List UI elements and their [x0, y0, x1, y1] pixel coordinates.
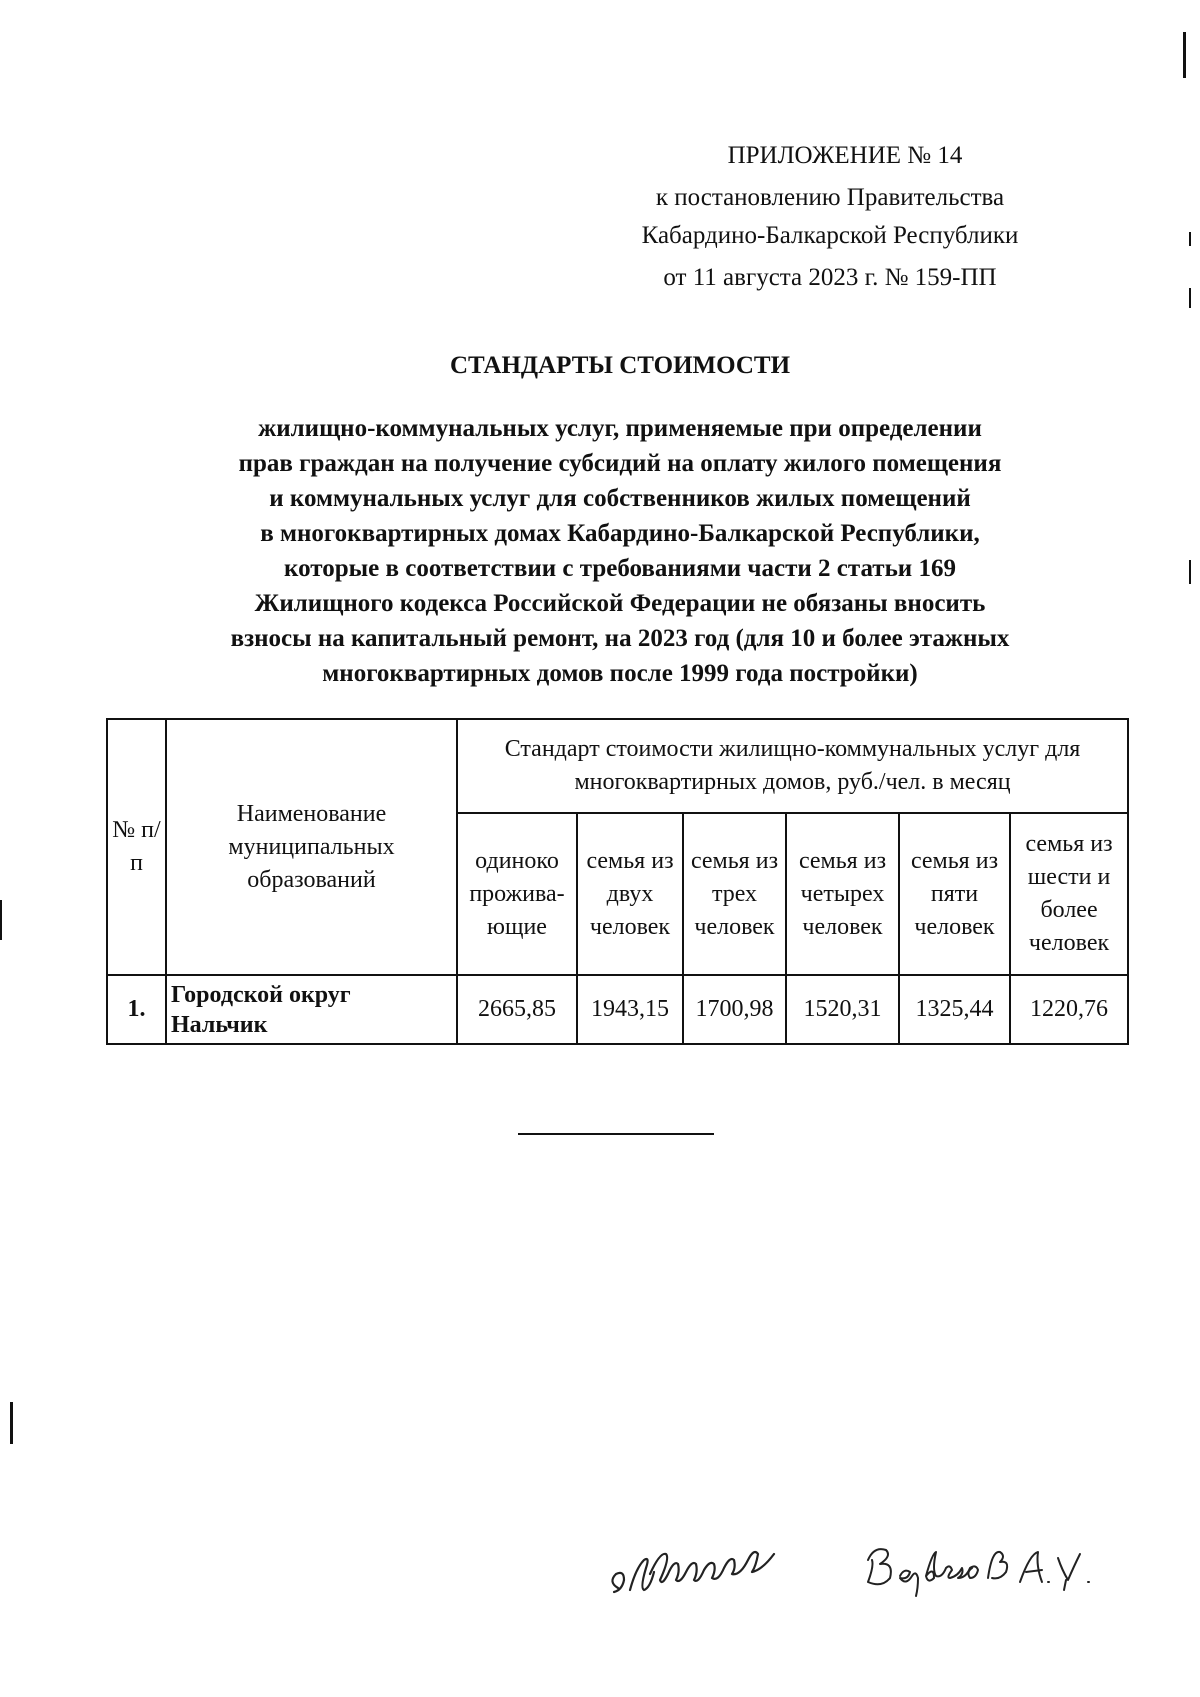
header-single: одиноко прожива-ющие [457, 813, 577, 975]
scan-mark [1189, 288, 1191, 308]
value-family-2: 1943,15 [577, 975, 683, 1044]
header-family-3: семья из трех человек [683, 813, 786, 975]
subtitle-line: Жилищного кодекса Российской Федерации не обязаны вносить [254, 590, 986, 617]
table-row [107, 975, 1128, 1044]
subtitle-line: и коммунальных услуг для собственников жилых помещений [269, 485, 971, 512]
subtitle-line: многоквартирных домов после 1999 года постройки) [322, 660, 918, 687]
header-family-2: семья из двух человек [577, 813, 683, 975]
row-number: 1. [107, 975, 166, 1044]
appendix-date: от 11 августа 2023 г. № 159-ПП [663, 264, 997, 291]
scan-mark [1183, 32, 1186, 78]
header-family-5: семья из пяти человек [899, 813, 1010, 975]
row-municipality: Городской округ Нальчик [166, 975, 457, 1044]
appendix-line-2: Кабардино-Балкарской Республики [641, 222, 1019, 249]
header-family-4: семья из четырех человек [786, 813, 899, 975]
header-family-6: семья из шести и более человек [1010, 813, 1128, 975]
separator-line [518, 1133, 714, 1135]
scan-mark [0, 900, 2, 940]
appendix-line-1: к постановлению Правительства [655, 184, 1005, 211]
document-subtitle [160, 411, 1080, 691]
subtitle-line: прав граждан на получение субсидий на оплату жилого помещения [238, 450, 1002, 477]
signature-2 [868, 1549, 1089, 1596]
subtitle-line: в многоквартирных домах Кабардино-Балкарской Республики, [260, 520, 980, 547]
value-single: 2665,85 [457, 975, 577, 1044]
value-family-3: 1700,98 [683, 975, 786, 1044]
value-family-4: 1520,31 [786, 975, 899, 1044]
subtitle-line: жилищно-коммунальных услуг, применяемые при определении [258, 415, 982, 442]
value-family-5: 1325,44 [899, 975, 1010, 1044]
subtitle-line: взносы на капитальный ремонт, на 2023 год (для 10 и более этажных [230, 625, 1010, 652]
appendix-number: ПРИЛОЖЕНИЕ № 14 [727, 142, 963, 169]
subtitle-line: которые в соответствии с требованиями части 2 статьи 169 [284, 555, 956, 582]
signature-1 [612, 1552, 774, 1592]
header-group: Стандарт стоимости жилищно-коммунальных услуг для многоквартирных домов, руб./чел. в месяц [457, 719, 1128, 813]
document-title: СТАНДАРТЫ СТОИМОСТИ [449, 352, 791, 379]
appendix-header [590, 137, 1070, 297]
header-number: № п/п [107, 719, 166, 975]
scan-mark [10, 1402, 13, 1444]
value-family-6: 1220,76 [1010, 975, 1128, 1044]
cost-standards-table [106, 718, 1129, 1045]
scan-mark [1189, 560, 1191, 584]
header-municipality: Наименование муниципальных образований [166, 719, 457, 975]
scan-mark [1189, 232, 1191, 246]
signature-area [600, 1530, 1160, 1610]
